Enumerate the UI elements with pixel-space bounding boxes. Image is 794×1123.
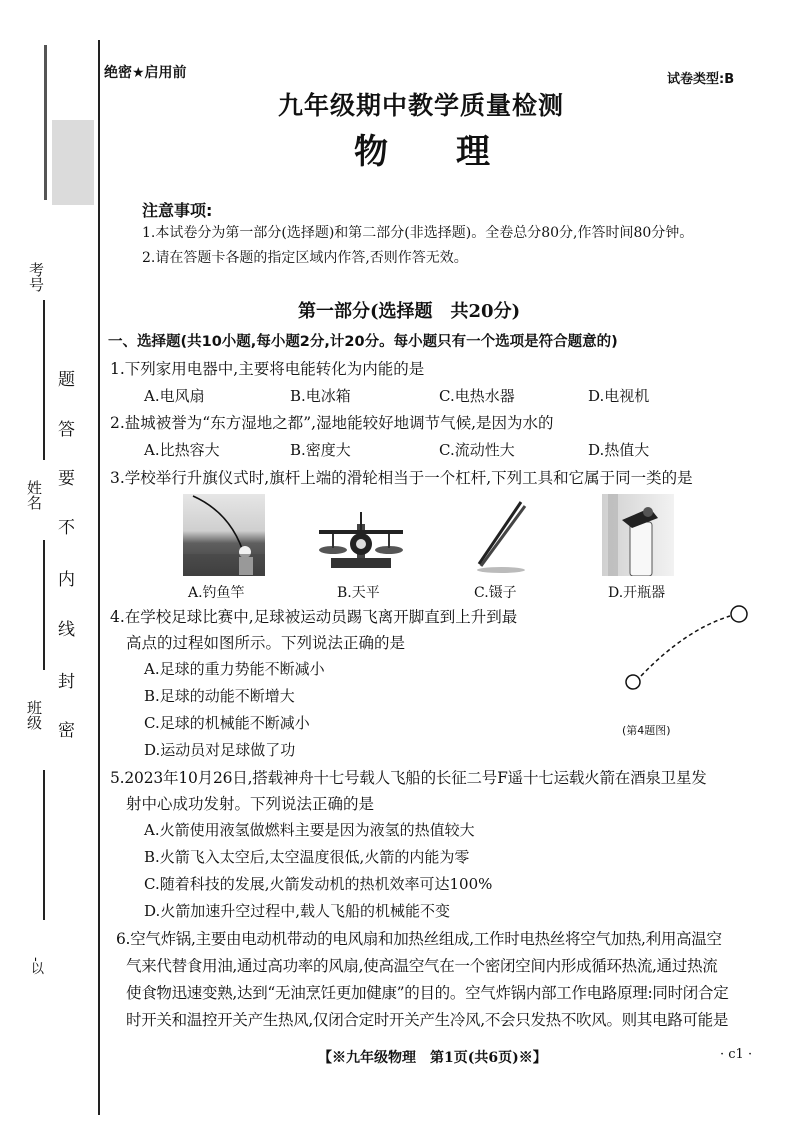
page-code: · c1 · bbox=[720, 1047, 753, 1062]
option-d: D.热值大 bbox=[588, 441, 650, 459]
question-stem: 2.盐城被誉为“东方湿地之都”,湿地能较好地调节气候,是因为水的 bbox=[110, 414, 554, 432]
option-d: D.运动员对足球做了功 bbox=[144, 741, 296, 759]
balance-scale-image bbox=[311, 494, 411, 576]
name-line bbox=[43, 540, 45, 670]
class-label: 班级 bbox=[25, 700, 43, 730]
option-b: B.电冰箱 bbox=[290, 387, 351, 405]
paper-type: 试卷类型:B bbox=[667, 72, 735, 87]
question-stem: 射中心成功发射。下列说法正确的是 bbox=[126, 795, 375, 813]
bottom-mark: -以 bbox=[28, 957, 43, 975]
figure-caption: (第4题图) bbox=[622, 724, 671, 737]
image-caption: C.镊子 bbox=[474, 585, 517, 601]
question-stem: 5.2023年10月26日,搭载神舟十七号载人飞船的长征二号F遥十七运载火箭在酒泉卫星发 bbox=[110, 769, 707, 787]
seal-char: 内 bbox=[58, 570, 75, 590]
option-c: C.足球的机械能不断减小 bbox=[144, 714, 310, 732]
binding-line bbox=[98, 40, 100, 1115]
option-a: A.足球的重力势能不断减小 bbox=[144, 660, 325, 678]
option-d: D.火箭加速升空过程中,载人飞船的机械能不变 bbox=[144, 902, 451, 920]
question-stem: 使食物迅速变熟,达到“无油烹饪更加健康”的目的。空气炸锅内部工作电路原理:同时闭合定 bbox=[126, 984, 729, 1002]
option-b: B.密度大 bbox=[290, 441, 351, 459]
image-caption: B.天平 bbox=[337, 585, 380, 601]
name-label: 姓名 bbox=[25, 480, 43, 510]
question-stem: 4.在学校足球比赛中,足球被运动员踢飞离开脚直到上升到最 bbox=[110, 608, 518, 626]
seal-char: 密 bbox=[58, 721, 75, 741]
seal-char: 答 bbox=[58, 420, 75, 440]
class-line bbox=[43, 770, 45, 920]
part-heading: 第一部分(选择题 共20分) bbox=[298, 301, 521, 322]
football-trajectory-figure bbox=[615, 600, 755, 700]
bottle-opener-image bbox=[602, 494, 674, 576]
question-stem: 高点的过程如图所示。下列说法正确的是 bbox=[126, 634, 406, 652]
seal-char: 不 bbox=[58, 518, 75, 538]
section-heading: 一、选择题(共10小题,每小题2分,计20分。每小题只有一个选项是符合题意的) bbox=[108, 334, 618, 350]
fishing-rod-image bbox=[183, 494, 265, 576]
subject-title: 物 理 bbox=[354, 132, 490, 172]
note-item: 2.请在答题卡各题的指定区域内作答,否则作答无效。 bbox=[142, 250, 468, 266]
question-stem: 1.下列家用电器中,主要将电能转化为内能的是 bbox=[110, 360, 425, 378]
tweezers-image bbox=[463, 494, 533, 576]
margin-smudge bbox=[44, 45, 47, 200]
option-d: D.电视机 bbox=[588, 387, 650, 405]
seal-char: 题 bbox=[58, 370, 75, 390]
page-title: 九年级期中教学质量检测 bbox=[278, 91, 565, 120]
option-a: A.火箭使用液氢做燃料主要是因为液氢的热值较大 bbox=[144, 821, 475, 839]
seal-char: 线 bbox=[58, 620, 75, 640]
option-c: C.流动性大 bbox=[439, 441, 515, 459]
notes-heading: 注意事项: bbox=[142, 201, 213, 220]
question-stem: 气来代替食用油,通过高功率的风扇,使高温空气在一个密闭空间内形成循环热流,通过热流 bbox=[126, 957, 718, 975]
option-c: C.电热水器 bbox=[439, 387, 515, 405]
question-stem: 时开关和温控开关产生热风,仅闭合定时开关产生冷风,不会只发热不吹风。则其电路可能是 bbox=[126, 1011, 729, 1029]
question-stem: 6.空气炸锅,主要由电动机带动的电风扇和加热丝组成,工作时电热丝将空气加热,利用高温空 bbox=[116, 930, 722, 948]
image-caption: D.开瓶器 bbox=[608, 585, 666, 601]
option-a: A.电风扇 bbox=[144, 387, 205, 405]
question-stem: 3.学校举行升旗仪式时,旗杆上端的滑轮相当于一个杠杆,下列工具和它属于同一类的是 bbox=[110, 469, 693, 487]
option-b: B.足球的动能不断增大 bbox=[144, 687, 295, 705]
seal-char: 要 bbox=[58, 469, 75, 489]
note-item: 1.本试卷分为第一部分(选择题)和第二部分(非选择题)。全卷总分80分,作答时间80分钟。 bbox=[142, 225, 694, 241]
page-footer: 【※九年级物理 第1页(共6页)※】 bbox=[318, 1050, 547, 1066]
exam-number-label: 考号 bbox=[27, 262, 45, 292]
option-a: A.比热容大 bbox=[144, 441, 220, 459]
seal-char: 封 bbox=[58, 672, 75, 692]
exam-number-line bbox=[43, 300, 45, 460]
option-b: B.火箭飞入太空后,太空温度很低,火箭的内能为零 bbox=[144, 848, 470, 866]
image-caption: A.钓鱼竿 bbox=[188, 585, 245, 601]
confidential-mark: 绝密★启用前 bbox=[104, 65, 187, 81]
option-c: C.随着科技的发展,火箭发动机的热机效率可达100% bbox=[144, 875, 493, 893]
margin-smudge bbox=[52, 120, 94, 205]
